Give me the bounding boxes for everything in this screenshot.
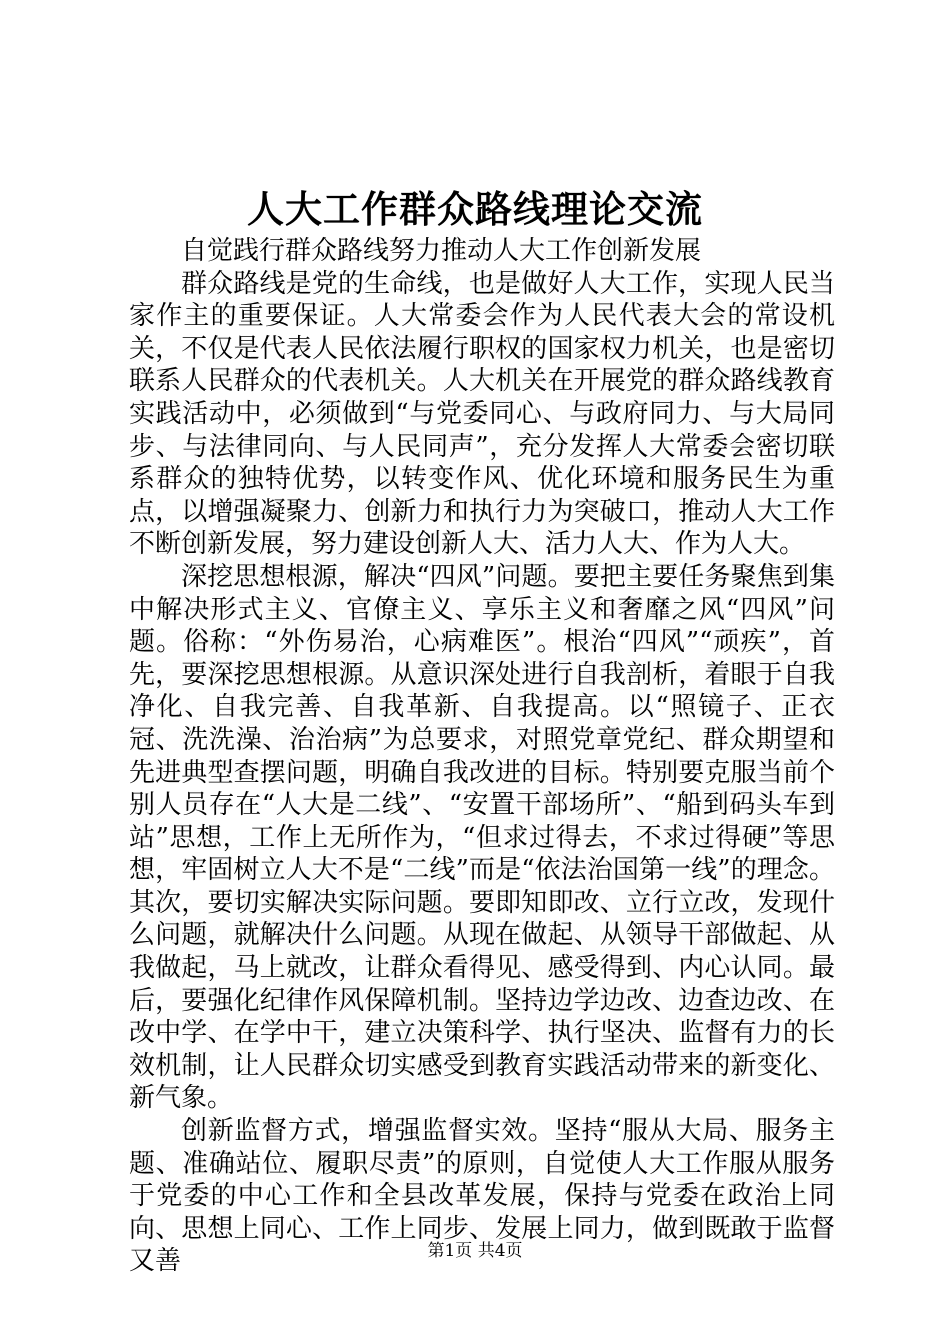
document-body: [129, 235, 835, 1278]
subtitle-paragraph: 自觉践行群众路线努力推动人大工作创新发展: [181, 236, 702, 266]
body-paragraph: 深挖思想根源，解决“四风”问题。要把主要任务聚焦到集中解决形式主义、官僚主义、享乐主义和奢靡之风“四风”问题。俗称：“外伤易治，心病难医”。根治“四风”“顽疾”，首先，要深挖思想根源。从意识深处进行自我剖析，着眼于自我净化、自我完善、自我革新、自我提高。以“照镜子、正衣冠、洗洗澡、治治病”为总要求，对照党章党纪、群众期望和先进典型查摆问题，明确自我改进的目标。特别要克服当前个别人员存在“人大是二线”、“安置干部场所”、“船到码头车到站”思想，工作上无所作为，“但求过得去，不求过得硬”等思想，牢固树立人大不是“二线”而是“依法治国第一线”的理念。其次，要切实解决实际问题。要即知即改、立行立改，发现什么问题，就解决什么问题。从现在做起、从领导干部做起、从我做起，马上就改，让群众看得见、感受得到、内心认同。最后，要强化纪律作风保障机制。坚持边学边改、边查边改、在改中学、在学中干，建立决策科学、执行坚决、监督有力的长效机制，让人民群众切实感受到教育实践活动带来的新变化、新气象。: [129, 561, 835, 1114]
body-paragraph: 创新监督方式，增强监督实效。坚持“服从大局、服务主题、准确站位、履职尽责”的原则，自觉使人大工作服从服务于党委的中心工作和全县改革发展，保持与党委在政治上同向、思想上同心、工作上同步、发展上同力，做到既敢于监督又善: [129, 1116, 835, 1277]
body-paragraph: 群众路线是党的生命线，也是做好人大工作，实现人民当家作主的重要保证。人大常委会作为人民代表大会的常设机关，不仅是代表人民依法履行职权的国家权力机关，也是密切联系人民群众的代表机关。人大机关在开展党的群众路线教育实践活动中，必须做到“与党委同心、与政府同力、与大局同步、与法律同向、与人民同声”，充分发挥人大常委会密切联系群众的独特优势，以转变作风、优化环境和服务民生为重点，以增强凝聚力、创新力和执行力为突破口，推动人大工作不断创新发展，努力建设创新人大、活力人大、作为人大。: [129, 268, 835, 560]
page-footer: 第1页 共4页: [427, 1241, 523, 1261]
document-title: 人大工作群众路线理论交流: [247, 187, 703, 231]
